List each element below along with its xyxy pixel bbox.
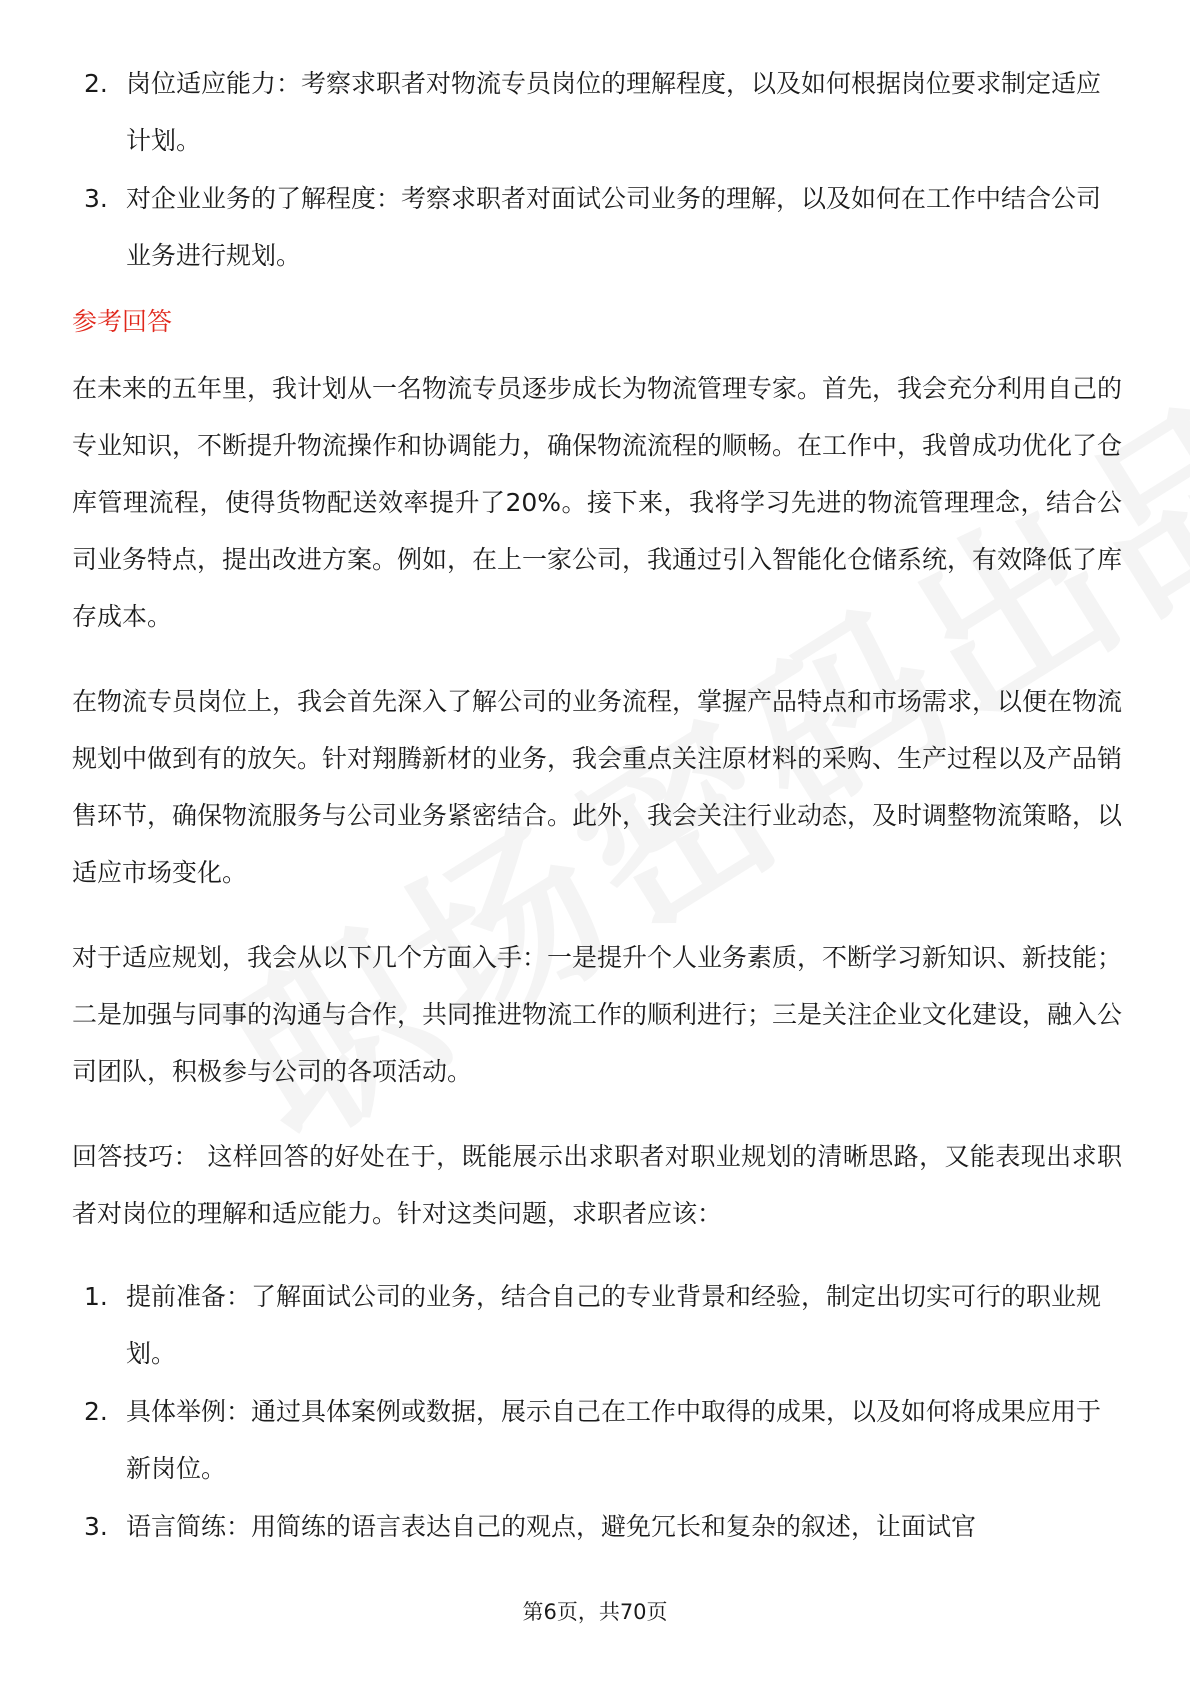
tips-list: [72, 1268, 1122, 1555]
page-content: [72, 55, 1122, 1556]
list-text: 岗位适应能力：考察求职者对物流专员岗位的理解程度，以及如何根据岗位要求制定适应计划。: [126, 69, 1102, 155]
list-item: [72, 1383, 1122, 1497]
page-footer: 第6页，共70页: [522, 1600, 668, 1624]
list-number: 2.: [84, 1397, 108, 1426]
list-text: 语言简练：用简练的语言表达自己的观点，避免冗长和复杂的叙述，让面试官: [126, 1512, 977, 1541]
list-item: [72, 1268, 1122, 1382]
list-item: [72, 1498, 1122, 1555]
list-number: 3.: [84, 184, 108, 213]
list-text: 具体举例：通过具体案例或数据，展示自己在工作中取得的成果，以及如何将成果应用于新岗位。: [126, 1397, 1102, 1483]
list-item: [72, 55, 1122, 169]
criteria-list: [72, 55, 1122, 284]
answer-paragraph: 对于适应规划，我会从以下几个方面入手：一是提升个人业务素质，不断学习新知识、新技能；二是加强与同事的沟通与合作，共同推进物流工作的顺利进行；三是关注企业文化建设，融入公司团队，积极参与公司的各项活动。: [72, 943, 1123, 1086]
list-number: 2.: [84, 69, 108, 98]
list-text: 提前准备：了解面试公司的业务，结合自己的专业背景和经验，制定出切实可行的职业规划。: [126, 1282, 1102, 1368]
list-number: 3.: [84, 1512, 108, 1541]
answer-paragraph: 在物流专员岗位上，我会首先深入了解公司的业务流程，掌握产品特点和市场需求，以便在物流规划中做到有的放矢。针对翔腾新材的业务，我会重点关注原材料的采购、生产过程以及产品销售环节，确保物流服务与公司业务紧密结合。此外，我会关注行业动态，及时调整物流策略，以适应市场变化。: [72, 687, 1123, 887]
list-number: 1.: [84, 1282, 108, 1311]
tips-paragraph: 回答技巧： 这样回答的好处在于，既能展示出求职者对职业规划的清晰思路，又能表现出求职者对岗位的理解和适应能力。针对这类问题，求职者应该：: [72, 1142, 1122, 1228]
list-item: [72, 170, 1122, 284]
answer-paragraph: 在未来的五年里，我计划从一名物流专员逐步成长为物流管理专家。首先，我会充分利用自己的专业知识，不断提升物流操作和协调能力，确保物流流程的顺畅。在工作中，我曾成功优化了仓库管理流程，使得货物配送效率提升了20%。接下来，我将学习先进的物流管理理念，结合公司业务特点，提出改进方案。例如，在上一家公司，我通过引入智能化仓储系统，有效降低了库存成本。: [72, 374, 1123, 631]
list-text: 对企业业务的了解程度：考察求职者对面试公司业务的理解，以及如何在工作中结合公司业务进行规划。: [126, 184, 1102, 270]
section-title: 参考回答: [72, 307, 173, 336]
